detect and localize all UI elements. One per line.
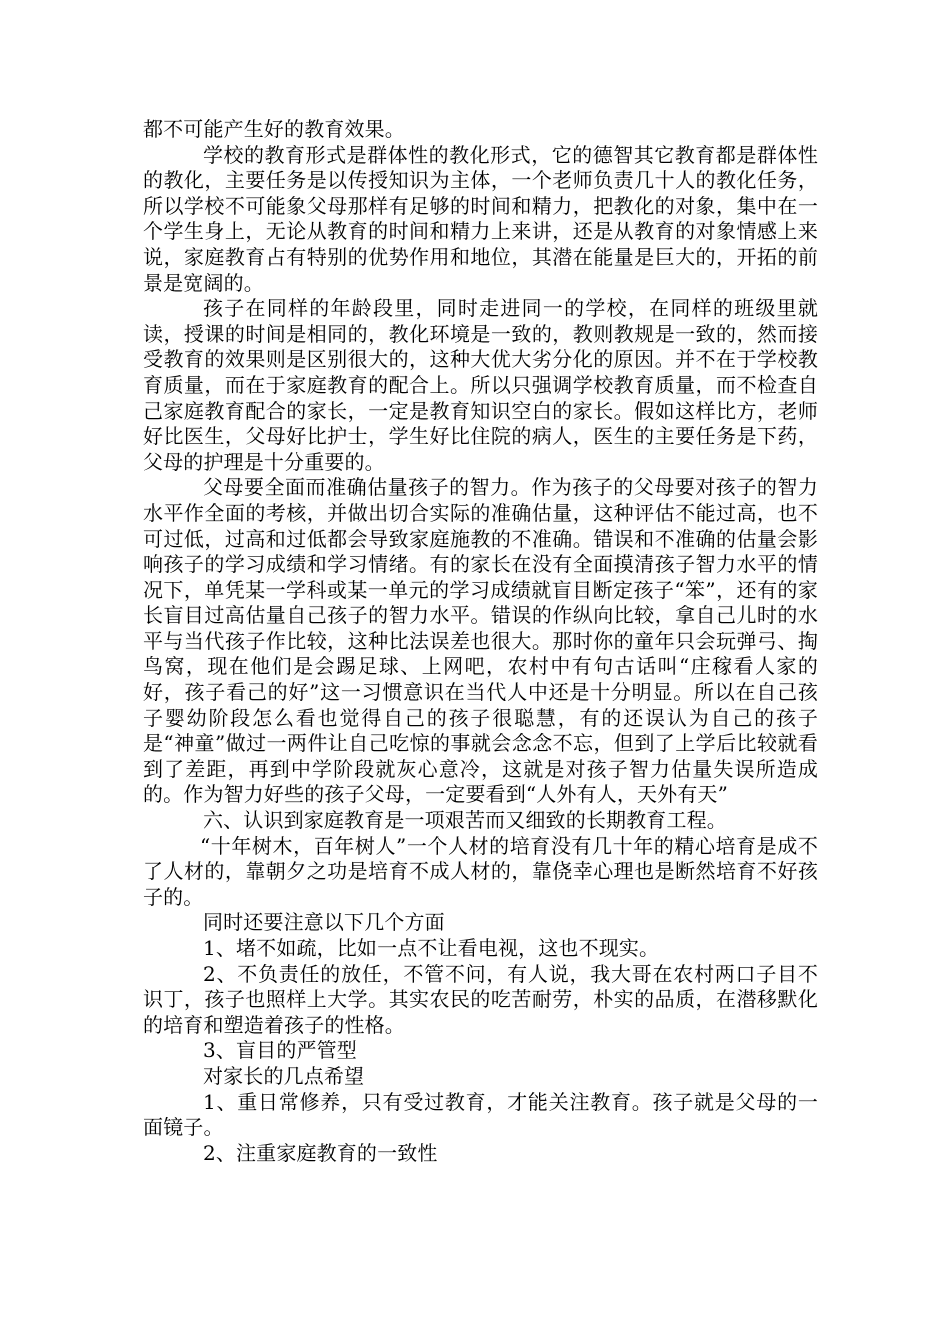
paragraph-continuation: 都不可能产生好的教育效果。 (143, 117, 405, 141)
hope-item-2: 2、注重家庭教育的一致性 (203, 1140, 438, 1165)
document-page (143, 117, 818, 1166)
paragraph-school-education: 学校的教育形式是群体性的教化形式，它的德智其它教育都是群体性的教化，主要任务是以传授知识为主体，一个老师负责几十人的教化任务，所以学校不可能象父母那样有足够的时间和精力，把教化的对象，集中在一个学生身上，无论从教育的时间和精力上来讲，还是从教育的对象情感上来说，家庭教育占有特别的优势作用和地位，其潜在能量是巨大的，开拓的前景是宽阔的。 (143, 142, 818, 295)
subheading-hopes-for-parents: 对家长的几点希望 (203, 1063, 365, 1088)
paragraph-same-school: 孩子在同样的年龄段里，同时走进同一的学校，在同样的班级里就读，授课的时间是相同的，教化环境是一致的，教则教规是一致的，然而接受教育的效果则是区别很大的，这种大优大劣分化的原因。并不在于学校教育质量，而在于家庭教育的配合上。所以只强调学校教育质量，而不检查自己家庭教育配合的家长，一定是教育知识空白的家长。假如这样比方，老师好比医生，父母好比护士，学生好比住院的病人，医生的主要任务是下药，父母的护理是十分重要的。 (143, 296, 818, 474)
subheading-attention-points: 同时还要注意以下几个方面 (203, 910, 445, 935)
heading-section-six: 六、认识到家庭教育是一项艰苦而又细致的长期教育工程。 (203, 808, 727, 833)
list-item-3: 3、盲目的严管型 (203, 1038, 357, 1063)
hope-item-1: 1、重日常修养，只有受过教育，才能关注教育。孩子就是父母的一面镜子。 (143, 1089, 818, 1140)
list-item-1: 1、堵不如疏，比如一点不让看电视，这也不现实。 (203, 936, 660, 960)
paragraph-ten-years-trees: “十年树木，百年树人”一个人材的培育没有几十年的精心培育是成不了人材的，靠朝夕之功是培育不成人材的，靠侥幸心理也是断然培育不好孩子的。 (143, 833, 818, 909)
list-item-2: 2、不负责任的放任，不管不问，有人说，我大哥在农村两口子目不识丁，孩子也照样上大学。其实农民的吃苦耐劳，朴实的品质，在潜移默化的培育和塑造着孩子的性格。 (143, 961, 818, 1037)
paragraph-estimate-intelligence: 父母要全面而准确估量孩子的智力。作为孩子的父母要对孩子的智力水平作全面的考核，并做出切合实际的准确估量，这种评估不能过高，也不可过低，过高和过低都会导致家庭施教的不准确。错误和不准确的估量会影响孩子的学习成绩和学习情绪。有的家长在没有全面摸清孩子智力水平的情况下，单凭某一学科或某一单元的学习成绩就盲目断定孩子“笨”，还有的家长盲目过高估量自己孩子的智力水平。错误的作纵向比较，拿自己儿时的水平与当代孩子作比较，这种比法误差也很大。那时你的童年只会玩弹弓、掏鸟窝，现在他们是会踢足球、上网吧，农村中有句古话叫“庄稼看人家的好，孩子看己的好”这一习惯意识在当代人中还是十分明显。所以在自己孩子婴幼阶段怎么看也觉得自己的孩子很聪慧，有的还误认为自己的孩子是“神童”做过一两件让自己吃惊的事就会念念不忘，但到了上学后比较就看到了差距，再到中学阶段就灰心意冷，这就是对孩子智力估量失误所造成的。作为智力好些的孩子父母，一定要看到“人外有人，天外有天” (143, 475, 818, 807)
